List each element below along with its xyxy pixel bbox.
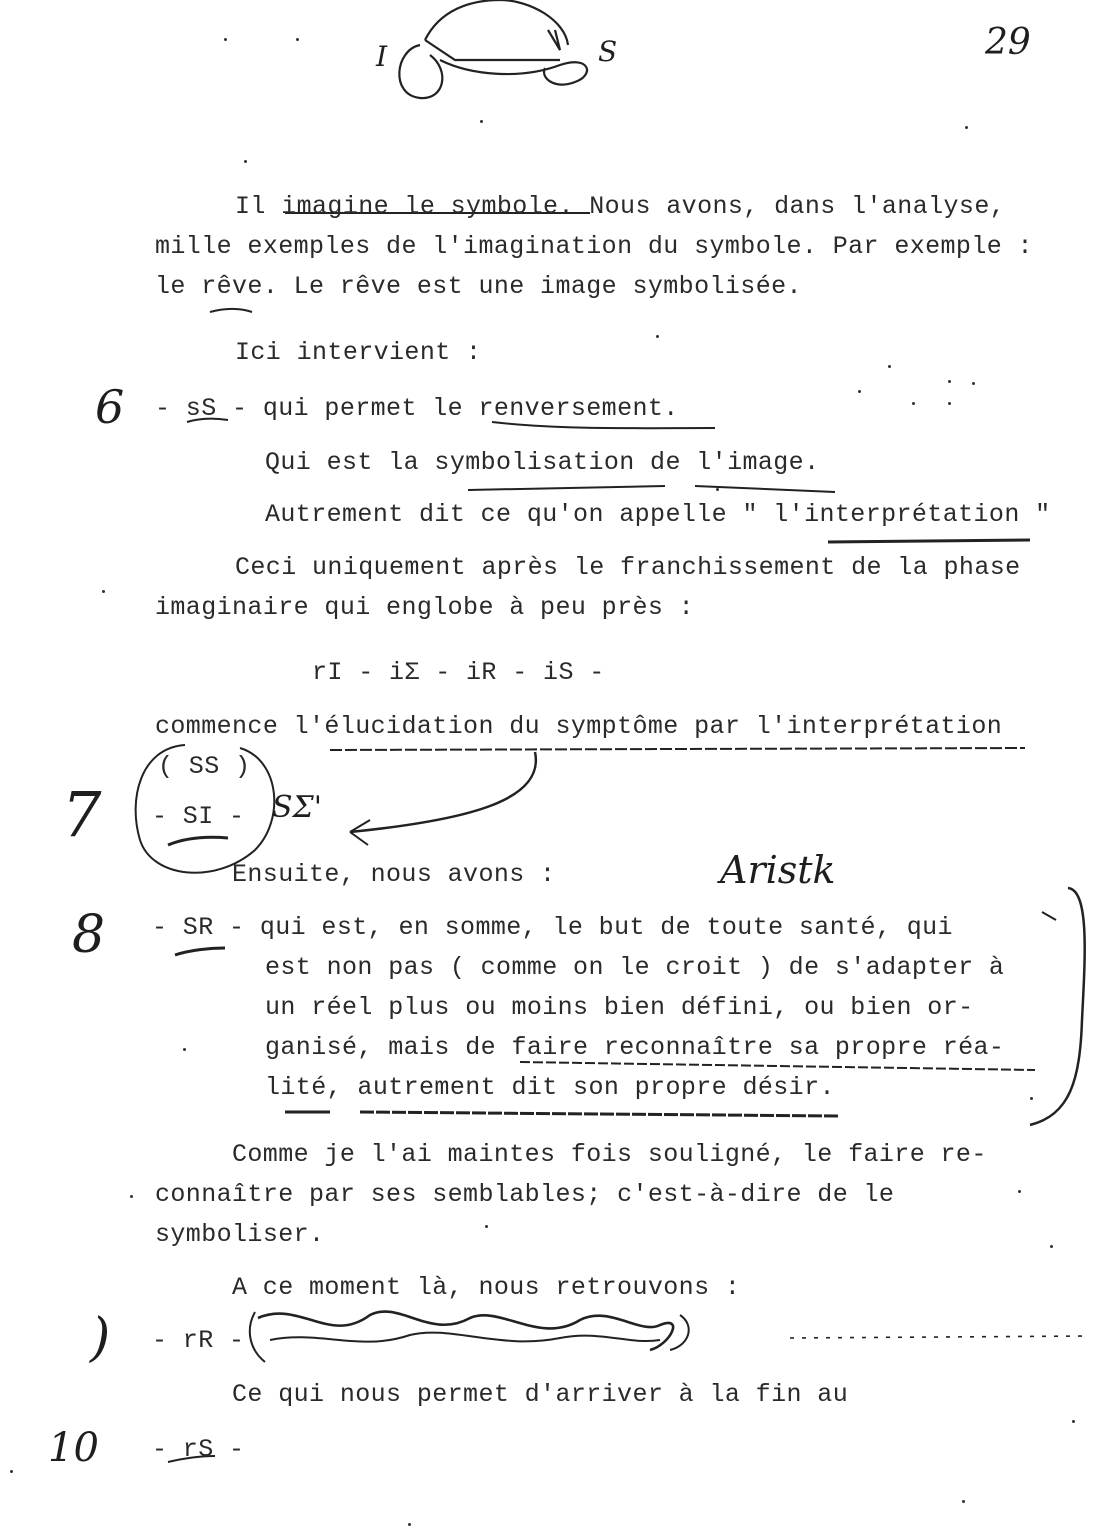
margin-number-10: 10: [48, 1425, 99, 1471]
text-line-14: Ensuite, nous avons :: [232, 860, 556, 889]
scan-speck: [972, 382, 975, 385]
handwritten-signature: Aristk: [720, 848, 836, 892]
scan-speck: [224, 38, 227, 41]
diagram-label-s: S: [598, 35, 618, 68]
page-number: 29: [985, 22, 1031, 63]
text-line-12: ( SS ): [158, 752, 251, 781]
margin-number-8: 8: [72, 905, 106, 965]
text-line-25: Ce qui nous permet d'arriver à la fin au: [232, 1380, 849, 1409]
scan-speck: [244, 160, 247, 163]
text-line-11: commence l'élucidation du symptôme par l'interprétation: [155, 712, 1003, 741]
scan-speck: [858, 390, 861, 393]
margin-number-9: ): [90, 1308, 111, 1368]
text-line-6: Qui est la symbolisation de l'image.: [265, 448, 820, 477]
text-line-26: - rS -: [152, 1435, 245, 1464]
text-line-15: - SR - qui est, en somme, le but de toute santé, qui: [152, 913, 953, 942]
text-line-17: un réel plus ou moins bien défini, ou bien or-: [265, 993, 974, 1022]
scan-speck: [912, 402, 915, 405]
text-line-22: symboliser.: [155, 1220, 325, 1249]
text-line-2: mille exemples de l'imagination du symbole. Par exemple :: [155, 232, 1033, 261]
text-line-24: - rR -: [152, 1326, 245, 1355]
text-line-13: - SI -: [152, 802, 245, 831]
knot-diagram: [399, 0, 587, 98]
text-line-3: le rêve. Le rêve est une image symbolisée.: [155, 272, 802, 301]
text-line-16: est non pas ( comme on le croit ) de s'adapter à: [265, 953, 1005, 982]
scan-speck: [10, 1470, 13, 1473]
scan-speck: [296, 38, 299, 41]
scan-speck: [948, 380, 951, 383]
text-line-5: - sS - qui permet le renversement.: [155, 394, 679, 423]
text-line-21: connaître par ses semblables; c'est-à-dire de le: [155, 1180, 895, 1209]
text-line-19: lité, autrement dit son propre désir.: [265, 1073, 835, 1102]
sigma-note: SΣ': [272, 790, 323, 825]
text-line-7: Autrement dit ce qu'on appelle " l'interprétation ": [265, 500, 1051, 529]
scan-speck: [1030, 1097, 1033, 1100]
text-line-4: Ici intervient :: [235, 338, 482, 367]
text-line-18: ganisé, mais de faire reconnaître sa propre réa-: [265, 1033, 1005, 1062]
scan-speck: [102, 590, 105, 593]
margin-number-6: 6: [95, 380, 125, 434]
diagram-label-i: I: [376, 40, 388, 73]
text-line-10: rI - iΣ - iR - iS -: [312, 658, 605, 687]
margin-number-7: 7: [62, 778, 102, 851]
text-line-1: Il imagine le symbole. Nous avons, dans l'analyse,: [235, 192, 1006, 221]
scan-speck: [408, 1523, 411, 1526]
scan-speck: [480, 120, 483, 123]
text-line-8: Ceci uniquement après le franchissement de la phase: [235, 553, 1021, 582]
scan-speck: [716, 488, 719, 491]
scan-speck: [888, 365, 891, 368]
text-line-9: imaginaire qui englobe à peu près :: [155, 593, 695, 622]
scan-speck: [656, 335, 659, 338]
scan-speck: [1018, 1190, 1021, 1193]
text-line-23: A ce moment là, nous retrouvons :: [232, 1273, 741, 1302]
scan-speck: [183, 1048, 186, 1051]
scan-speck: [962, 1500, 965, 1503]
scan-speck: [1072, 1420, 1075, 1423]
scan-speck: [485, 1225, 488, 1228]
scan-speck: [1050, 1245, 1053, 1248]
text-line-20: Comme je l'ai maintes fois souligné, le faire re-: [232, 1140, 987, 1169]
scan-speck: [965, 126, 968, 129]
scan-speck: [130, 1195, 133, 1198]
scan-speck: [948, 402, 951, 405]
